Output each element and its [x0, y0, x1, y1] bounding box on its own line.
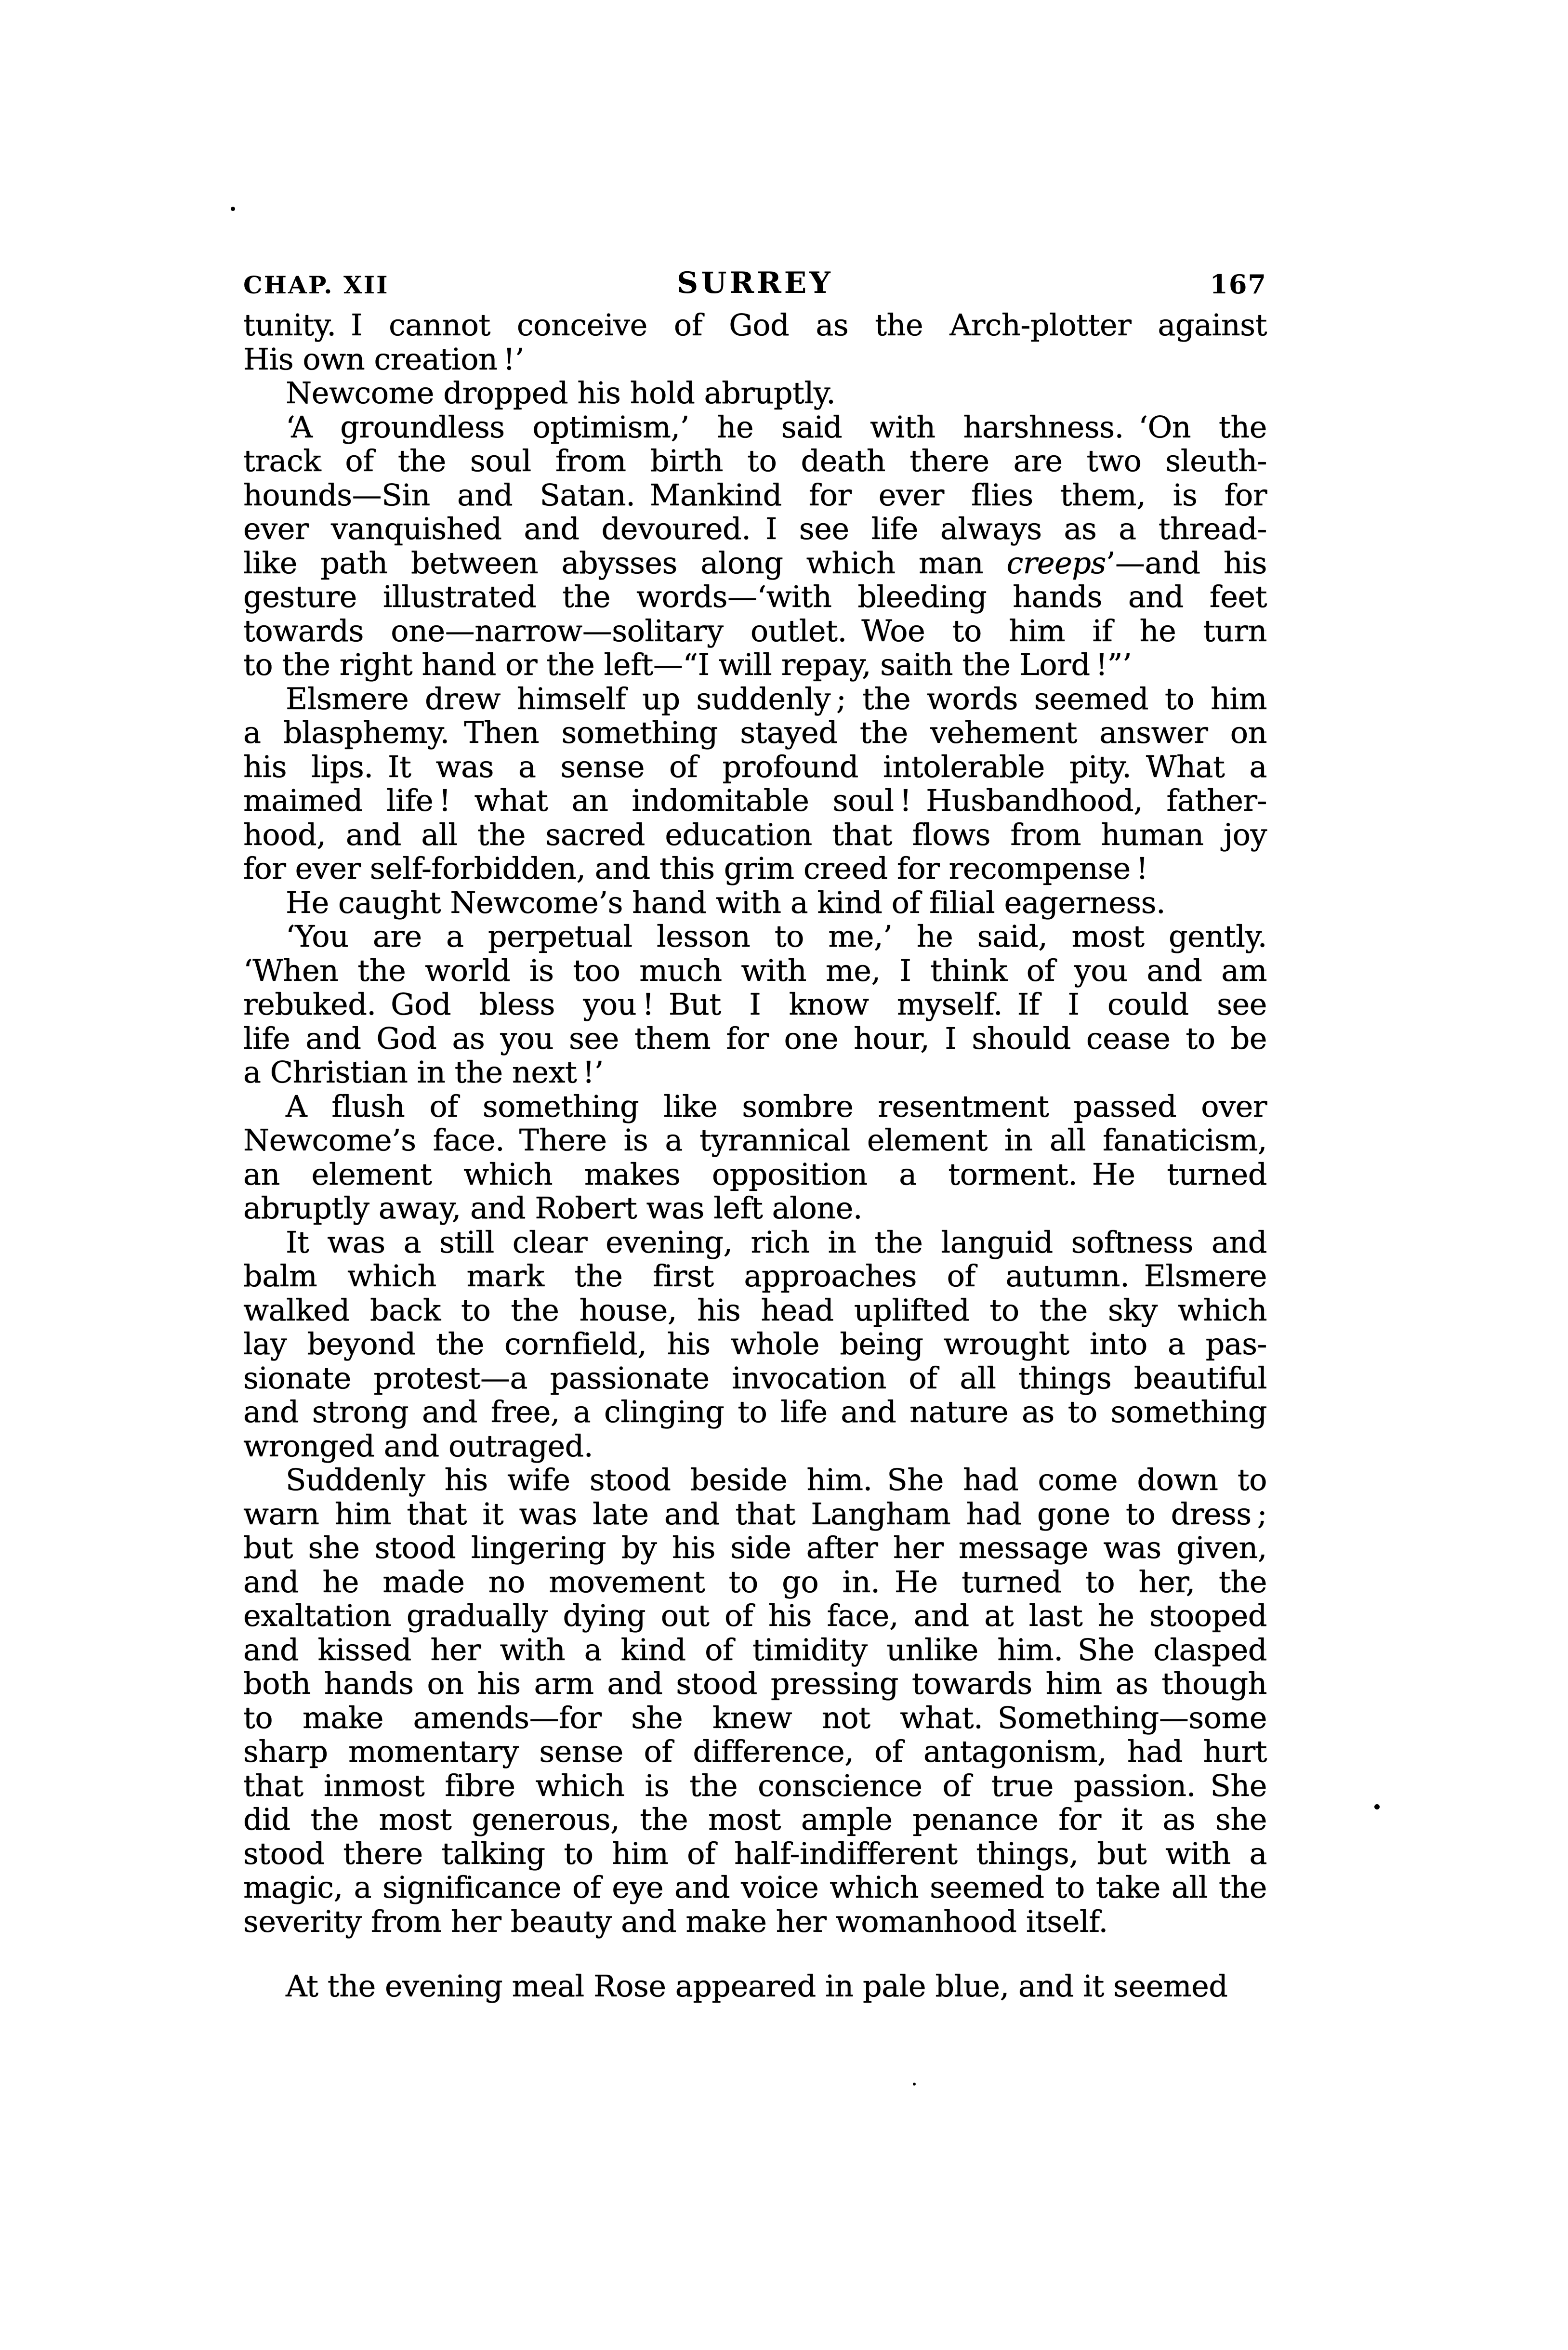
text-segment: severity from her beauty and make her womanhood itself. [243, 1903, 1108, 1939]
text-segment: that inmost fibre which is the conscience of true passion. She [243, 1768, 1267, 1803]
text-line [243, 648, 1267, 682]
text-line [243, 512, 1267, 546]
text-line [243, 546, 1267, 581]
text-segment: Newcome dropped his hold abruptly. [286, 375, 836, 410]
text-line [243, 410, 1267, 445]
text-segment: exaltation gradually dying out of his face, and at last he stooped [243, 1598, 1267, 1633]
paragraph [243, 1090, 1267, 1226]
text-segment: and strong and free, a clinging to life and nature as to something [243, 1394, 1267, 1429]
text-segment: hounds—Sin and Satan. Mankind for ever flies them, is for [243, 477, 1267, 513]
text-line [243, 1090, 1267, 1124]
text-line [243, 1056, 1267, 1090]
text-segment: like path between abysses along which man [243, 545, 1007, 581]
text-line [243, 716, 1267, 750]
text-line [243, 1803, 1267, 1837]
text-segment: a blasphemy. Then something stayed the vehement answer on [243, 715, 1267, 750]
text-segment: life and God as you see them for one hour, I should cease to be [243, 1020, 1267, 1056]
text-line [243, 478, 1267, 513]
text-segment: maimed life ! what an indomitable soul ! Husbandhood, father- [243, 783, 1267, 818]
text-line [243, 988, 1267, 1022]
text-line [243, 1294, 1267, 1328]
text-segment: ‘A groundless optimism,’ he said with harshness. ‘On the [286, 409, 1267, 445]
text-line [243, 444, 1267, 478]
text-segment: both hands on his arm and stood pressing towards him as though [243, 1666, 1267, 1701]
paragraph [243, 1969, 1267, 2004]
text-segment: for ever self-forbidden, and this grim creed for recompense ! [243, 851, 1148, 886]
text-segment: towards one—narrow—solitary outlet. Woe to him if he turn [243, 613, 1267, 648]
text-segment: to the right hand or the left—“I will repay, saith the Lord !”’ [243, 647, 1132, 682]
text-line [243, 1327, 1267, 1361]
text-line [243, 1497, 1267, 1531]
paragraph [243, 682, 1267, 886]
text-segment: did the most generous, the most ample penance for it as she [243, 1802, 1267, 1837]
text-segment: and he made no movement to go in. He turned to her, the [243, 1564, 1267, 1599]
text-line [243, 1463, 1267, 1497]
text-line [243, 1022, 1267, 1056]
text-line [243, 1158, 1267, 1192]
running-header-chapter: CHAP. XII [243, 271, 389, 299]
scan-speck [913, 2083, 916, 2086]
text-segment: and kissed her with a kind of timidity unlike him. She clasped [243, 1632, 1267, 1667]
text-line [243, 1969, 1267, 2004]
text-line [243, 1667, 1267, 1701]
page-body [243, 308, 1267, 2004]
text-line [243, 1769, 1267, 1803]
text-line [243, 1599, 1267, 1633]
paragraph [243, 1463, 1267, 1939]
text-segment: track of the soul from birth to death there are two sleuth- [243, 443, 1267, 478]
paragraph [243, 308, 1267, 376]
running-header [243, 266, 1267, 300]
text-line [243, 920, 1267, 954]
text-line [243, 1701, 1267, 1735]
text-segment: Suddenly his wife stood beside him. She had come down to [286, 1462, 1267, 1497]
text-segment: balm which mark the first approaches of autumn. Elsmere [243, 1258, 1267, 1294]
text-segment: walked back to the house, his head uplifted to the sky which [243, 1292, 1267, 1328]
text-line [243, 886, 1267, 920]
text-segment: to make amends—for she knew not what. Something—some [243, 1700, 1267, 1735]
text-segment: lay beyond the cornfield, his whole being wrought into a pas- [243, 1326, 1267, 1361]
text-segment: rebuked. God bless you ! But I know myself. If I could see [243, 987, 1267, 1022]
text-line [243, 308, 1267, 343]
text-segment: tunity. I cannot conceive of God as the Arch-plotter against [243, 307, 1267, 343]
paragraph [243, 376, 1267, 410]
text-line [243, 784, 1267, 818]
text-segment: warn him that it was late and that Langham had gone to dress ; [243, 1496, 1267, 1531]
text-segment: hood, and all the sacred education that flows from human joy [243, 817, 1267, 852]
text-segment: a Christian in the next !’ [243, 1055, 604, 1090]
page-number: 167 [1210, 269, 1267, 300]
text-line [243, 1735, 1267, 1769]
text-line [243, 1395, 1267, 1429]
text-line [243, 1191, 1267, 1226]
text-line [243, 852, 1267, 886]
text-line [243, 1871, 1267, 1905]
text-line [243, 1633, 1267, 1667]
text-segment: It was a still clear evening, rich in the languid softness and [286, 1224, 1267, 1260]
text-segment: wronged and outraged. [243, 1428, 593, 1464]
text-segment: He caught Newcome’s hand with a kind of filial eagerness. [286, 885, 1166, 920]
text-segment: Elsmere drew himself up suddenly ; the words seemed to him [286, 681, 1267, 716]
text-segment: but she stood lingering by his side after her message was given, [243, 1530, 1267, 1565]
paragraph [243, 886, 1267, 920]
italic-word: creeps [1006, 545, 1106, 581]
text-line [243, 818, 1267, 852]
running-header-title: SURREY [677, 266, 833, 300]
text-line [243, 1837, 1267, 1871]
text-segment: His own creation !’ [243, 341, 524, 377]
text-segment: his lips. It was a sense of profound intolerable pity. What a [243, 749, 1267, 784]
text-line [243, 1226, 1267, 1260]
paragraph [243, 410, 1267, 682]
text-segment: ‘You are a perpetual lesson to me,’ he said, most gently. [286, 919, 1267, 954]
text-segment: sionate protest—a passionate invocation of all things beautiful [243, 1360, 1267, 1396]
text-line [243, 1531, 1267, 1565]
text-line [243, 343, 1267, 377]
text-line [243, 376, 1267, 410]
text-segment: ever vanquished and devoured. I see life always as a thread- [243, 511, 1267, 546]
text-line [243, 954, 1267, 988]
text-segment: Newcome’s face. There is a tyrannical element in all fanaticism, [243, 1122, 1267, 1158]
text-segment: sharp momentary sense of difference, of antagonism, had hurt [243, 1734, 1267, 1769]
text-line [243, 580, 1267, 614]
text-segment: At the evening meal Rose appeared in pale blue, and it seemed [286, 1968, 1228, 2004]
text-segment: stood there talking to him of half-indifferent things, but with a [243, 1835, 1267, 1871]
paragraph [243, 920, 1267, 1090]
text-segment: gesture illustrated the words—‘with bleeding hands and feet [243, 579, 1267, 614]
text-segment: A flush of something like sombre resentment passed over [286, 1088, 1267, 1124]
text-line [243, 1905, 1267, 1939]
text-segment: ‘When the world is too much with me, I think of you and am [243, 952, 1267, 988]
text-line [243, 1361, 1267, 1396]
scan-speck [1374, 1804, 1380, 1809]
text-line [243, 682, 1267, 716]
text-line [243, 750, 1267, 784]
text-segment: ’—and his [1106, 545, 1267, 581]
text-line [243, 1429, 1267, 1464]
text-line [243, 1123, 1267, 1158]
text-line [243, 1565, 1267, 1599]
text-line [243, 614, 1267, 648]
text-segment: abruptly away, and Robert was left alone. [243, 1190, 863, 1226]
text-line [243, 1259, 1267, 1294]
scan-speck [231, 207, 235, 211]
paragraph [243, 1226, 1267, 1464]
text-segment: magic, a significance of eye and voice which seemed to take all the [243, 1870, 1267, 1905]
text-segment: an element which makes opposition a torment. He turned [243, 1156, 1267, 1192]
